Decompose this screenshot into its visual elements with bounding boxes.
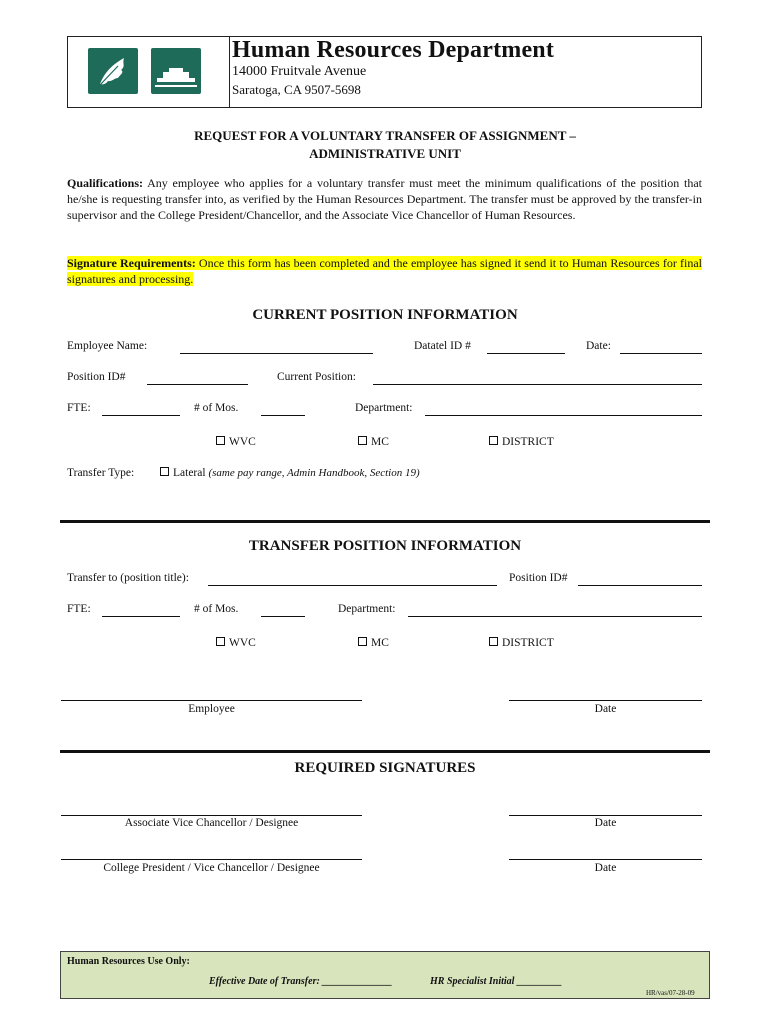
qualifications-paragraph [67, 175, 702, 223]
avc-caption: Associate Vice Chancellor / Designee [124, 817, 299, 829]
checkbox-label: DISTRICT [502, 436, 554, 448]
qualifications-text: Any employee who applies for a voluntary transfer must meet the minimum qualifications of the position that he/she is requesting transfer into, as verified by the Human Resources Department. The transfer must be approved by the transfer-in supervisor and the College President/Chancellor, and the Associate Vice Chancellor of Human Resources. [67, 176, 702, 222]
address-line2: Saratoga, CA 9507-5698 [232, 82, 361, 97]
president-date-line[interactable] [509, 859, 702, 860]
lateral-label: Lateral [173, 467, 206, 479]
position-id-field[interactable] [147, 384, 248, 385]
transfer-mos-label: # of Mos. [194, 603, 239, 615]
date-label: Date: [586, 340, 611, 352]
checkbox-icon [216, 637, 225, 646]
employee-caption: Employee [188, 703, 235, 715]
transfer-type-label: Transfer Type: [67, 467, 135, 479]
transfer-to-label: Transfer to (position title): [67, 572, 189, 584]
transfer-fte-field[interactable] [102, 616, 180, 617]
effective-date-field[interactable]: Effective Date of Transfer: ______________ [209, 976, 393, 987]
transfer-mos-field[interactable] [261, 616, 305, 617]
datatel-id-label: Datatel ID # [414, 340, 471, 352]
employee-name-field[interactable] [180, 353, 373, 354]
transfer-fte-label: FTE: [67, 603, 91, 615]
fte-field[interactable] [102, 415, 180, 416]
checkbox-icon [358, 637, 367, 646]
transfer-checkbox-district[interactable] [489, 637, 554, 649]
qualifications-label: Qualifications: [67, 176, 144, 190]
date-field[interactable] [620, 353, 702, 354]
checkbox-icon [358, 436, 367, 445]
transfer-checkbox-wvc[interactable] [216, 637, 256, 649]
checkbox-label: DISTRICT [502, 637, 554, 649]
signature-requirements-text: Once this form has been completed and the employee has signed it send it to Human Resources for final signatures and processing. [67, 256, 702, 286]
checkbox-icon [160, 467, 169, 476]
form-title-line2: ADMINISTRATIVE UNIT [309, 146, 461, 161]
employee-signature-line[interactable] [61, 700, 362, 701]
current-position-heading: CURRENT POSITION INFORMATION [252, 307, 518, 323]
transfer-to-field[interactable] [208, 585, 497, 586]
mos-field[interactable] [261, 415, 305, 416]
avc-date-caption: Date [594, 817, 617, 829]
hr-use-only-label: Human Resources Use Only: [67, 956, 190, 967]
transfer-department-field[interactable] [408, 616, 702, 617]
checkbox-mc[interactable] [358, 436, 389, 448]
signature-requirements-label: Signature Requirements: [67, 256, 196, 270]
transfer-position-heading: TRANSFER POSITION INFORMATION [248, 538, 522, 554]
employee-name-label: Employee Name: [67, 340, 148, 352]
mos-label: # of Mos. [194, 402, 239, 414]
transfer-position-id-label: Position ID# [509, 572, 568, 584]
checkbox-district[interactable] [489, 436, 554, 448]
checkbox-icon [489, 436, 498, 445]
checkbox-icon [216, 436, 225, 445]
building-logo [151, 48, 201, 94]
president-signature-line[interactable] [61, 859, 362, 860]
avc-signature-line[interactable] [61, 815, 362, 816]
form-code: HR/vas/07-28-09 [646, 989, 695, 997]
checkbox-label: WVC [229, 436, 256, 448]
lateral-note: (same pay range, Admin Handbook, Section 19) [208, 467, 420, 479]
transfer-checkbox-mc[interactable] [358, 637, 389, 649]
president-date-caption: Date [594, 862, 617, 874]
department-label: Department: [355, 402, 413, 414]
checkbox-label: MC [371, 637, 389, 649]
hr-specialist-initial-field[interactable]: HR Specialist Initial _________ [430, 976, 562, 987]
datatel-id-field[interactable] [487, 353, 565, 354]
required-signatures-heading: REQUIRED SIGNATURES [294, 760, 476, 776]
checkbox-icon [489, 637, 498, 646]
employee-date-line[interactable] [509, 700, 702, 701]
current-position-field[interactable] [373, 384, 702, 385]
form-title-line1: REQUEST FOR A VOLUNTARY TRANSFER OF ASSIGNMENT – [194, 128, 576, 143]
logo-cell [67, 36, 230, 108]
department-field[interactable] [425, 415, 702, 416]
checkbox-label: WVC [229, 637, 256, 649]
president-caption: College President / Vice Chancellor / Designee [103, 862, 320, 874]
employee-date-caption: Date [594, 703, 617, 715]
oak-leaf-logo [88, 48, 138, 94]
checkbox-lateral[interactable] [160, 467, 420, 479]
fte-label: FTE: [67, 402, 91, 414]
section-divider [60, 750, 710, 753]
signature-requirements-paragraph [67, 255, 702, 287]
checkbox-wvc[interactable] [216, 436, 256, 448]
address-line1: 14000 Fruitvale Avenue [232, 64, 367, 79]
position-id-label: Position ID# [67, 371, 126, 383]
department-title: Human Resources Department [232, 37, 555, 63]
current-position-label: Current Position: [277, 371, 356, 383]
checkbox-label: MC [371, 436, 389, 448]
avc-date-line[interactable] [509, 815, 702, 816]
transfer-position-id-field[interactable] [578, 585, 702, 586]
transfer-department-label: Department: [338, 603, 396, 615]
section-divider [60, 520, 710, 523]
